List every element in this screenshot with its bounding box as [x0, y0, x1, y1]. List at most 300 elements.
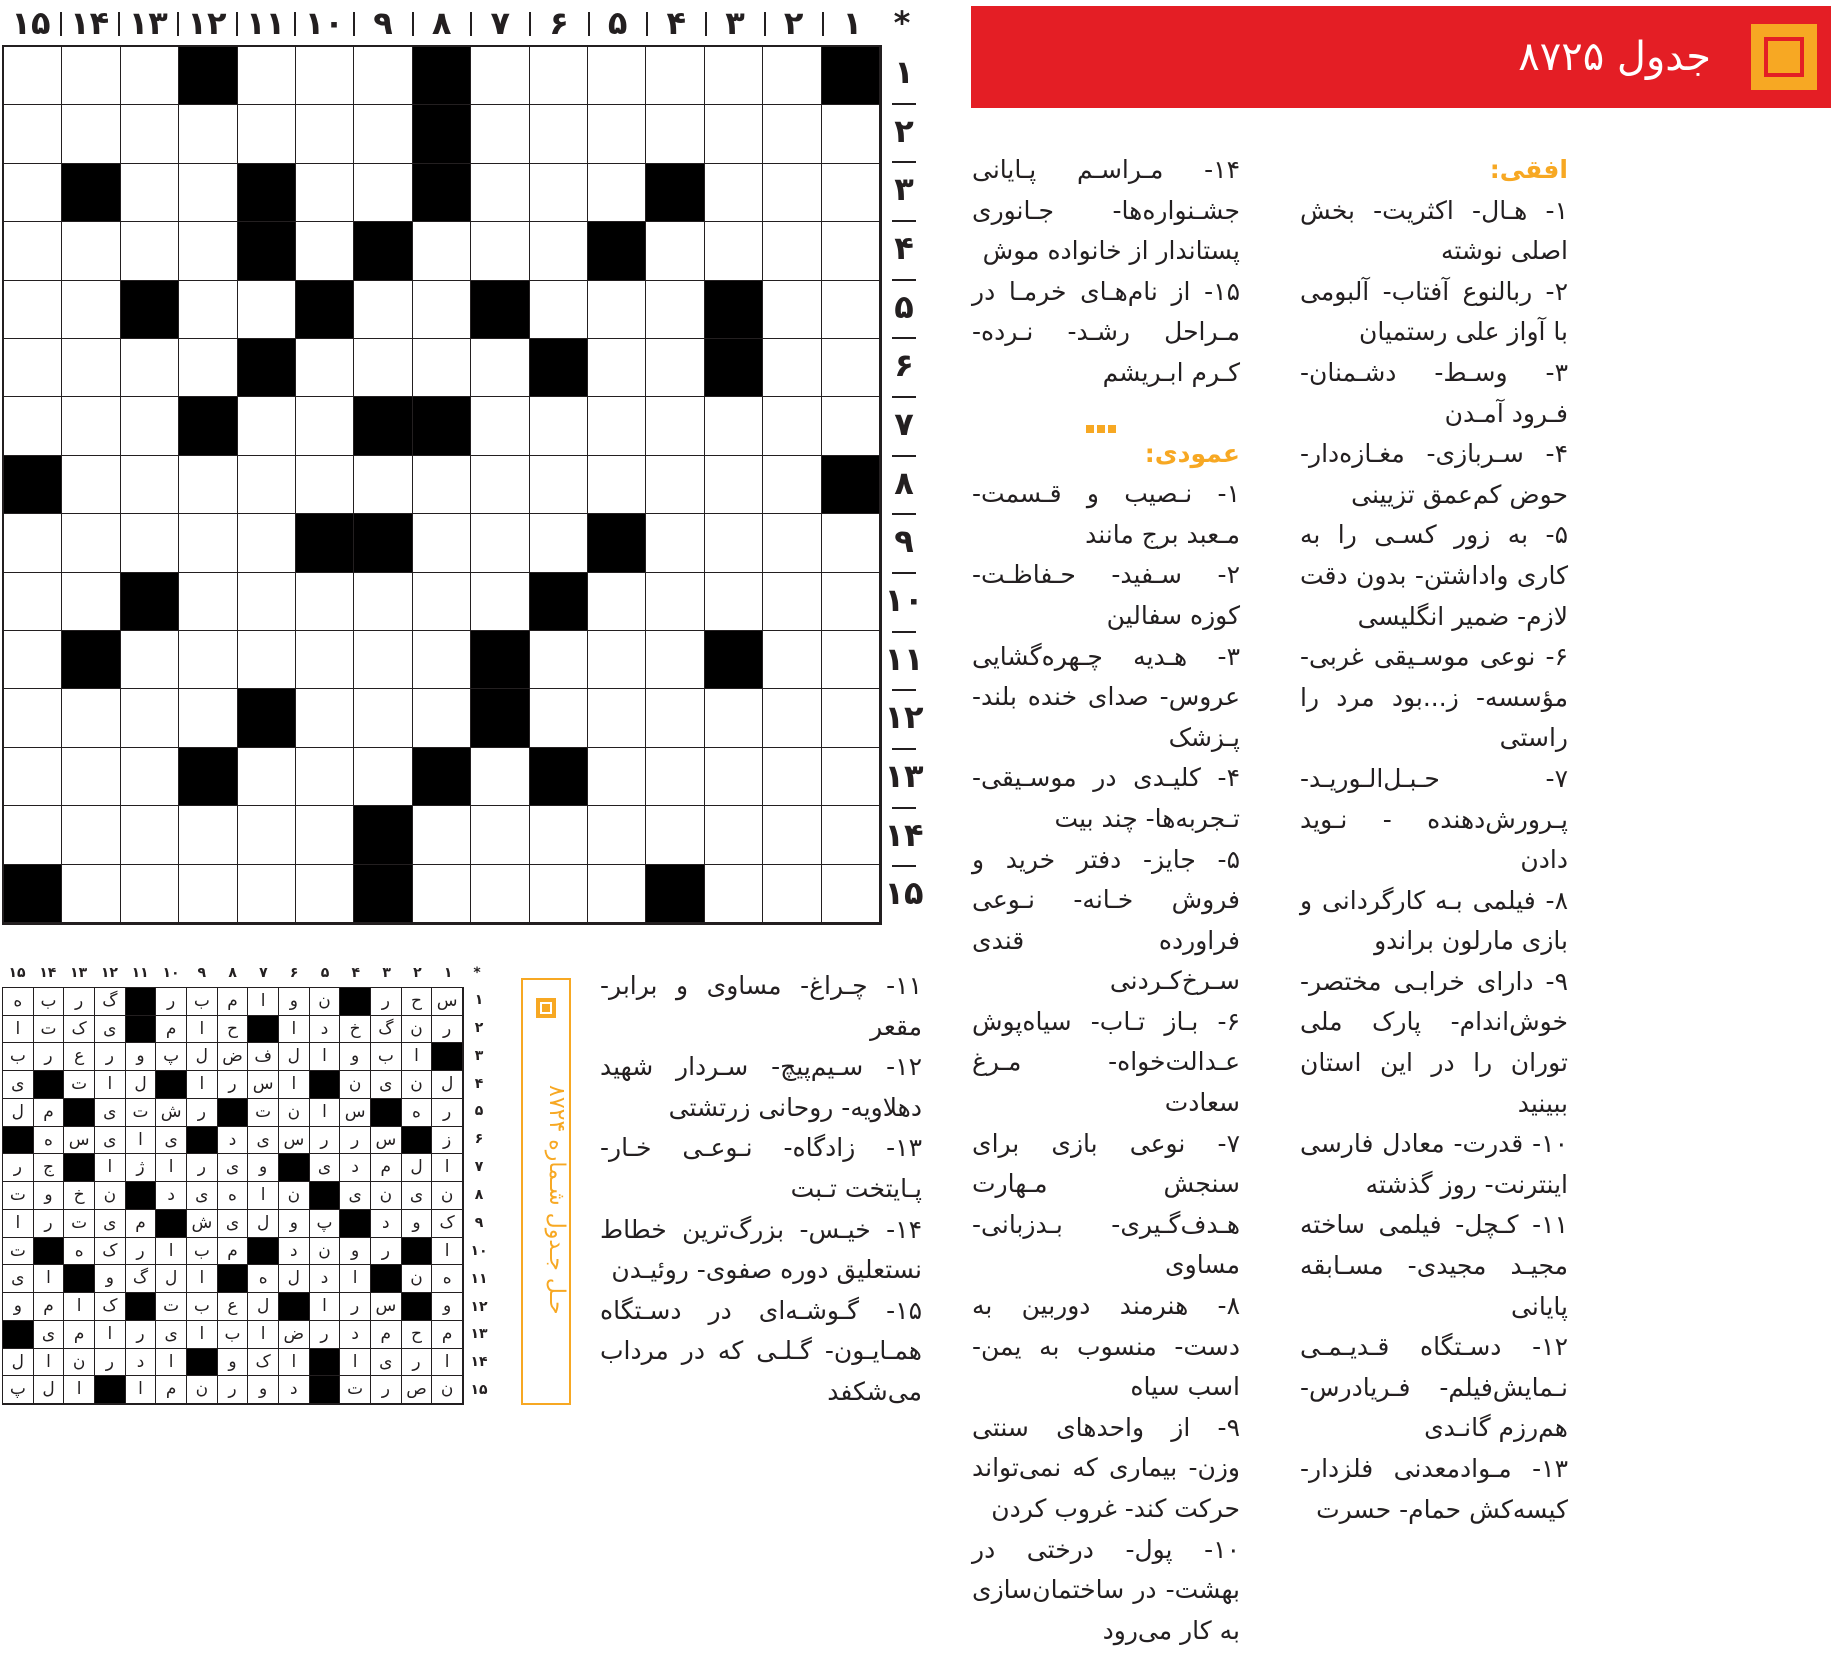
puzzle-brand-logo-icon [1751, 24, 1817, 90]
black-square [354, 397, 412, 455]
crossword-cell [646, 47, 704, 105]
black-square [354, 222, 412, 280]
solution-cell: خ [340, 1016, 371, 1044]
crossword-cell [822, 748, 880, 806]
crossword-cell [179, 281, 237, 339]
crossword-cell [413, 281, 471, 339]
column-number: ۱۰ [304, 4, 344, 42]
row-number: ۴ [894, 229, 914, 267]
crossword-cell [646, 806, 704, 864]
solution-cell: ا [3, 1210, 34, 1238]
row-separator [892, 396, 916, 398]
solution-cell: ر [402, 1349, 433, 1377]
crossword-cell [646, 573, 704, 631]
solution-column-number: ۱۲ [100, 965, 118, 981]
black-square [822, 47, 880, 105]
solution-cell: ش [156, 1099, 187, 1127]
crossword-cell [763, 397, 821, 455]
solution-row-number: ۹ [474, 1214, 484, 1231]
black-square [179, 748, 237, 806]
solution-black-square [310, 1376, 341, 1404]
solution-row-number: ۶ [474, 1131, 484, 1148]
solution-column-number: ۱۳ [70, 965, 88, 981]
solution-cell: ی [3, 1071, 34, 1099]
crossword-cell [822, 222, 880, 280]
crossword-cell [588, 748, 646, 806]
crossword-cell [646, 689, 704, 747]
solution-cell: ا [279, 1016, 310, 1044]
solution-cell: ا [340, 1349, 371, 1377]
black-square [646, 164, 704, 222]
solution-cell: م [371, 1321, 402, 1349]
solution-cell: ا [34, 1265, 65, 1293]
vertical-clue: ۱۲- سـیم‌پیچ- سـردار شهید دهلاویه- روحانی زرتشتی [600, 1052, 922, 1122]
crossword-cell [238, 865, 296, 923]
solution-cell: ی [34, 1321, 65, 1349]
crossword-cell [646, 748, 704, 806]
column-number: ۵ [607, 4, 628, 42]
solution-cell: ض [279, 1321, 310, 1349]
solution-column-number: ۹ [197, 965, 207, 981]
crossword-cell [121, 806, 179, 864]
solution-cell: گ [95, 988, 126, 1016]
solution-cell: و [248, 1376, 279, 1404]
solution-cell: پ [310, 1210, 341, 1238]
solution-cell: ا [64, 1376, 95, 1404]
horizontal-clue: ۱۵- از نام‌هـای خرمـا در مـراحل رشـد- نـرده- کـرم ابـریشم [972, 276, 1240, 387]
solution-cell: ل [3, 1099, 34, 1127]
solution-cell: ب [34, 988, 65, 1016]
row-separator [892, 455, 916, 457]
crossword-cell [296, 865, 354, 923]
solution-cell: ی [218, 1154, 249, 1182]
black-square [822, 456, 880, 514]
solution-grid [2, 987, 464, 1405]
solution-cell: م [218, 988, 249, 1016]
row-separator [892, 572, 916, 574]
crossword-cell [354, 456, 412, 514]
crossword-cell [822, 281, 880, 339]
solution-black-square [310, 1349, 341, 1377]
solution-cell: ا [248, 1321, 279, 1349]
solution-cell: د [340, 1321, 371, 1349]
solution-cell: و [218, 1349, 249, 1377]
solution-black-square [340, 1210, 371, 1238]
solution-cell: ت [64, 1210, 95, 1238]
crossword-cell [354, 748, 412, 806]
solution-cell: ل [156, 1265, 187, 1293]
crossword-cell [413, 514, 471, 572]
crossword-cell [471, 806, 529, 864]
crossword-cell [62, 281, 120, 339]
vertical-clue: ۷- نوعی بازی برای سنجش مـهارت هـدف‌گـیری- بـدزبانی- مساوی [972, 1128, 1240, 1280]
crossword-cell [646, 456, 704, 514]
solution-cell: ک [432, 1210, 463, 1238]
crossword-cell [705, 456, 763, 514]
solution-cell: ا [248, 1182, 279, 1210]
solution-cell: ر [371, 1376, 402, 1404]
row-number: ۱۵ [884, 874, 924, 913]
crossword-cell [62, 456, 120, 514]
solution-cell: س [279, 1127, 310, 1155]
solution-cell: د [279, 1238, 310, 1266]
horizontal-clue: ۱۱- کـچل- فیلمی ساخته مجیـد مجیدی- مسـابقه پایانی [1300, 1210, 1568, 1321]
crossword-cell [588, 806, 646, 864]
solution-black-square [64, 1099, 95, 1127]
black-square [471, 281, 529, 339]
solution-cell: ا [432, 1154, 463, 1182]
solution-cell: ت [156, 1293, 187, 1321]
solution-cell: د [126, 1349, 157, 1377]
solution-cell: ک [95, 1293, 126, 1321]
solution-cell: ب [3, 1043, 34, 1071]
crossword-cell [354, 281, 412, 339]
crossword-cell [296, 748, 354, 806]
crossword-cell [822, 397, 880, 455]
solution-cell: ح [402, 1321, 433, 1349]
black-square [179, 397, 237, 455]
solution-column-number: ۱۱ [131, 965, 149, 981]
solution-cell: ب [187, 1238, 218, 1266]
black-square [471, 631, 529, 689]
crossword-cell [238, 397, 296, 455]
solution-cell: ت [34, 1016, 65, 1044]
crossword-cell [413, 456, 471, 514]
solution-cell: ن [432, 1182, 463, 1210]
crossword-cell [763, 631, 821, 689]
solution-row-numbers [466, 987, 492, 1405]
crossword-cell [530, 164, 588, 222]
crossword-cell [413, 222, 471, 280]
crossword-cell [62, 105, 120, 163]
crossword-cell [121, 689, 179, 747]
solution-cell: و [402, 1210, 433, 1238]
crossword-cell [179, 222, 237, 280]
solution-cell: گ [126, 1265, 157, 1293]
solution-cell: ی [156, 1321, 187, 1349]
solution-cell: ن [402, 1265, 433, 1293]
black-square [705, 631, 763, 689]
crossword-cell [763, 689, 821, 747]
black-square [646, 865, 704, 923]
solution-row-number: ۵ [474, 1103, 484, 1120]
solution-cell: ی [371, 1071, 402, 1099]
solution-column-number: ۱۴ [39, 965, 57, 981]
row-separator [892, 220, 916, 222]
crossword-cell [4, 164, 62, 222]
crossword-cell [354, 105, 412, 163]
crossword-cell [121, 748, 179, 806]
row-separator [892, 513, 916, 515]
crossword-cell [238, 573, 296, 631]
column-number: ۳ [725, 4, 745, 42]
solution-cell: س [340, 1099, 371, 1127]
crossword-cell [296, 631, 354, 689]
black-square [354, 514, 412, 572]
row-separator [892, 807, 916, 809]
solution-column-number: ۵ [320, 965, 330, 981]
solution-cell: ن [64, 1349, 95, 1377]
solution-black-square [126, 1293, 157, 1321]
solution-black-square [279, 1293, 310, 1321]
solution-row-number: ۸ [474, 1187, 484, 1204]
solution-black-square [34, 1071, 65, 1099]
solution-row-number: ۱۴ [470, 1354, 488, 1371]
solution-cell: و [432, 1293, 463, 1321]
crossword-cell [179, 456, 237, 514]
crossword-cell [179, 514, 237, 572]
solution-black-square [156, 1210, 187, 1238]
solution-cell: م [371, 1154, 402, 1182]
crossword-cell [238, 514, 296, 572]
crossword-cell [179, 806, 237, 864]
solution-cell: ب [187, 988, 218, 1016]
column-number: ۱۳ [128, 4, 168, 42]
horizontal-clue: ۷- حـبـل‌الـوریـد- پـرورش‌دهنده - نـوید دادن [1300, 763, 1568, 875]
row-number: ۸ [894, 463, 914, 502]
solution-row-number: ۱۳ [470, 1326, 488, 1343]
vertical-clue: ۱۵- گـوشـه‌ای در دسـتگاه همـایـون- گـلـی که در مرداب می‌شکفد [600, 1295, 922, 1406]
crossword-cell [121, 456, 179, 514]
column-number: ۹ [373, 4, 393, 42]
solution-column-number: ۴ [351, 965, 361, 981]
black-square [413, 105, 471, 163]
solution-cell: و [3, 1293, 34, 1321]
row-separator [892, 631, 916, 633]
solution-cell: و [34, 1182, 65, 1210]
crossword-cell [705, 47, 763, 105]
crossword-cell [588, 631, 646, 689]
solution-cell: ی [187, 1182, 218, 1210]
solution-cell: د [340, 1154, 371, 1182]
crossword-cell [471, 397, 529, 455]
horizontal-clue: ۶- نوعی موسـیقی غربی- مؤسسه- ز...بود مرد را راستی [1300, 642, 1568, 753]
black-square [530, 339, 588, 397]
crossword-cell [763, 573, 821, 631]
solution-cell: ا [95, 1154, 126, 1182]
crossword-cell [4, 514, 62, 572]
solution-cell: ی [402, 1182, 433, 1210]
solution-cell: ی [95, 1127, 126, 1155]
black-square [588, 222, 646, 280]
crossword-cell [238, 456, 296, 514]
solution-cell: ر [34, 1043, 65, 1071]
solution-column-number: ۱۰ [162, 965, 180, 981]
crossword-cell [471, 164, 529, 222]
crossword-cell [296, 456, 354, 514]
solution-cell: و [95, 1265, 126, 1293]
solution-cell: ن [402, 1016, 433, 1044]
crossword-cell [822, 105, 880, 163]
crossword-cell [471, 514, 529, 572]
black-square [530, 748, 588, 806]
solution-cell: و [279, 988, 310, 1016]
crossword-cell [530, 281, 588, 339]
solution-cell: د [310, 1016, 341, 1044]
previous-solution [2, 965, 492, 1405]
solution-cell: ه [432, 1265, 463, 1293]
crossword-cell [822, 865, 880, 923]
solution-cell: ا [156, 1154, 187, 1182]
row-separator [892, 279, 916, 281]
solution-cell: ا [95, 1321, 126, 1349]
crossword-cell [179, 865, 237, 923]
crossword-cell [296, 105, 354, 163]
crossword-cell [822, 631, 880, 689]
crossword-cell [763, 865, 821, 923]
solution-cell: م [34, 1099, 65, 1127]
row-number: ۱۲ [884, 698, 924, 737]
crossword-cell [530, 105, 588, 163]
vertical-clue: ۵- جایز- دفتر خرید و فروش خـانه- نـوعی فراورده قندی سـرخ‌کـردنی [972, 844, 1240, 996]
solution-row-number: ۱۲ [470, 1298, 488, 1315]
row-separator [892, 337, 916, 339]
row-separator [892, 748, 916, 750]
solution-cell: ب [187, 1293, 218, 1321]
crossword-cell [763, 748, 821, 806]
solution-cell: ح [218, 1016, 249, 1044]
crossword-cell [121, 865, 179, 923]
solution-cell: س [432, 988, 463, 1016]
solution-cell: ی [95, 1016, 126, 1044]
crossword-cell [238, 47, 296, 105]
black-square [238, 339, 296, 397]
solution-cell: ر [218, 1071, 249, 1099]
solution-cell: ک [64, 1016, 95, 1044]
crossword-cell [179, 105, 237, 163]
solution-cell: ی [156, 1127, 187, 1155]
horizontal-clue: ۳- وسـط- دشـمنان- فـرود آمـدن [1300, 357, 1568, 428]
crossword-cell [705, 689, 763, 747]
puzzle-header [971, 6, 1831, 108]
solution-cell: ر [95, 1043, 126, 1071]
crossword-cell [471, 573, 529, 631]
solution-cell: خ [64, 1182, 95, 1210]
solution-cell: ا [3, 1016, 34, 1044]
horizontal-clue: ۵- به زور کسـی را به کاری واداشتن- بدون دقت لازم- ضمیر انگلیسی [1300, 520, 1568, 631]
corner-mark: * [893, 4, 911, 42]
solution-cell: ر [432, 1099, 463, 1127]
crossword-cell [354, 631, 412, 689]
solution-cell: ی [218, 1210, 249, 1238]
solution-corner-mark: * [473, 965, 481, 981]
solution-cell: ل [126, 1071, 157, 1099]
solution-cell: ا [279, 1349, 310, 1377]
row-number: ۱۱ [884, 639, 924, 678]
solution-cell: ر [218, 1376, 249, 1404]
solution-cell: ر [310, 1321, 341, 1349]
black-square [296, 514, 354, 572]
solution-cell: ل [279, 1043, 310, 1071]
black-square [588, 514, 646, 572]
crossword-cell [763, 222, 821, 280]
crossword-cell [4, 631, 62, 689]
black-square [238, 164, 296, 222]
crossword-cell [530, 456, 588, 514]
horizontal-clue: ۹- دارای خرابـی مختصر- خوش‌اندام- پارک ملی توران را در این استان ببینید [1300, 966, 1568, 1118]
column-number: ۱۵ [11, 4, 51, 42]
solution-black-square [340, 988, 371, 1016]
crossword-cell [296, 806, 354, 864]
solution-cell: ا [156, 1238, 187, 1266]
solution-cell: م [64, 1321, 95, 1349]
crossword-cell [705, 514, 763, 572]
solution-cell: ی [340, 1182, 371, 1210]
solution-cell: د [279, 1376, 310, 1404]
solution-cell: ر [187, 1154, 218, 1182]
crossword-cell [530, 47, 588, 105]
horizontal-clue: ۱۴- مـراسـم پـایانی جشـنواره‌ها- جـانوری پستاندار از خانواده موش [972, 155, 1240, 266]
solution-column-number: ۸ [228, 965, 237, 981]
horizontal-clue: ۱۲- دسـتگاه قـدیـمـی نـمایش‌فیلم- فـریادرس- هم‌رزم گانـدی [1300, 1332, 1568, 1443]
solution-black-square [310, 1182, 341, 1210]
crossword-cell [763, 47, 821, 105]
crossword-cell [62, 222, 120, 280]
solution-cell: ر [95, 1349, 126, 1377]
crossword-cell [296, 573, 354, 631]
crossword-cell [530, 222, 588, 280]
black-square [354, 865, 412, 923]
crossword-cell [588, 164, 646, 222]
black-square [413, 164, 471, 222]
solution-cell: د [218, 1127, 249, 1155]
black-square [296, 281, 354, 339]
solution-column-number: ۷ [259, 965, 268, 981]
solution-row-number: ۱۰ [470, 1242, 488, 1259]
solution-cell: ر [432, 1016, 463, 1044]
crossword-cell [62, 339, 120, 397]
vertical-clue: ۱۴- خیـس- بزرگ‌ترین خطاط نستعلیق دوره صفوی- روئیـدن [600, 1214, 922, 1285]
crossword-cell [763, 456, 821, 514]
crossword-cell [121, 514, 179, 572]
crossword-cell [4, 397, 62, 455]
solution-row-number: ۷ [474, 1159, 484, 1176]
solution-cell: ل [248, 1293, 279, 1321]
solution-cell: س [248, 1071, 279, 1099]
solution-black-square [3, 1127, 34, 1155]
horizontal-clue: ۴- سـربازی- مغـازه‌دار- حوض کم‌عمق تزیینی [1300, 439, 1568, 509]
crossword-cell [822, 339, 880, 397]
row-number: ۱۳ [884, 757, 924, 796]
solution-black-square [64, 1154, 95, 1182]
solution-column-number: ۲ [413, 965, 422, 981]
black-square [238, 222, 296, 280]
solution-column-number: ۱ [443, 965, 453, 981]
solution-cell: ا [187, 1016, 218, 1044]
crossword-cell [705, 397, 763, 455]
solution-cell: ن [340, 1071, 371, 1099]
crossword-cell [238, 806, 296, 864]
solution-cell: ه [34, 1127, 65, 1155]
column-number: ۴ [666, 4, 687, 42]
crossword-cell [354, 164, 412, 222]
crossword-cell [588, 47, 646, 105]
crossword-cell [530, 397, 588, 455]
solution-cell: ژ [126, 1154, 157, 1182]
row-number: ۳ [894, 170, 914, 209]
solution-cell: ل [402, 1154, 433, 1182]
solution-cell: ت [3, 1182, 34, 1210]
crossword-cell [354, 689, 412, 747]
solution-black-square [95, 1376, 126, 1404]
vertical-clue: ۱- نـصیب و قـسمت- مـعبد برج مانند [972, 479, 1240, 549]
solution-black-square [126, 1182, 157, 1210]
solution-cell: ض [218, 1043, 249, 1071]
row-number: ۱۰ [884, 581, 924, 620]
solution-cell: پ [156, 1043, 187, 1071]
crossword-cell [296, 689, 354, 747]
solution-cell: م [126, 1210, 157, 1238]
